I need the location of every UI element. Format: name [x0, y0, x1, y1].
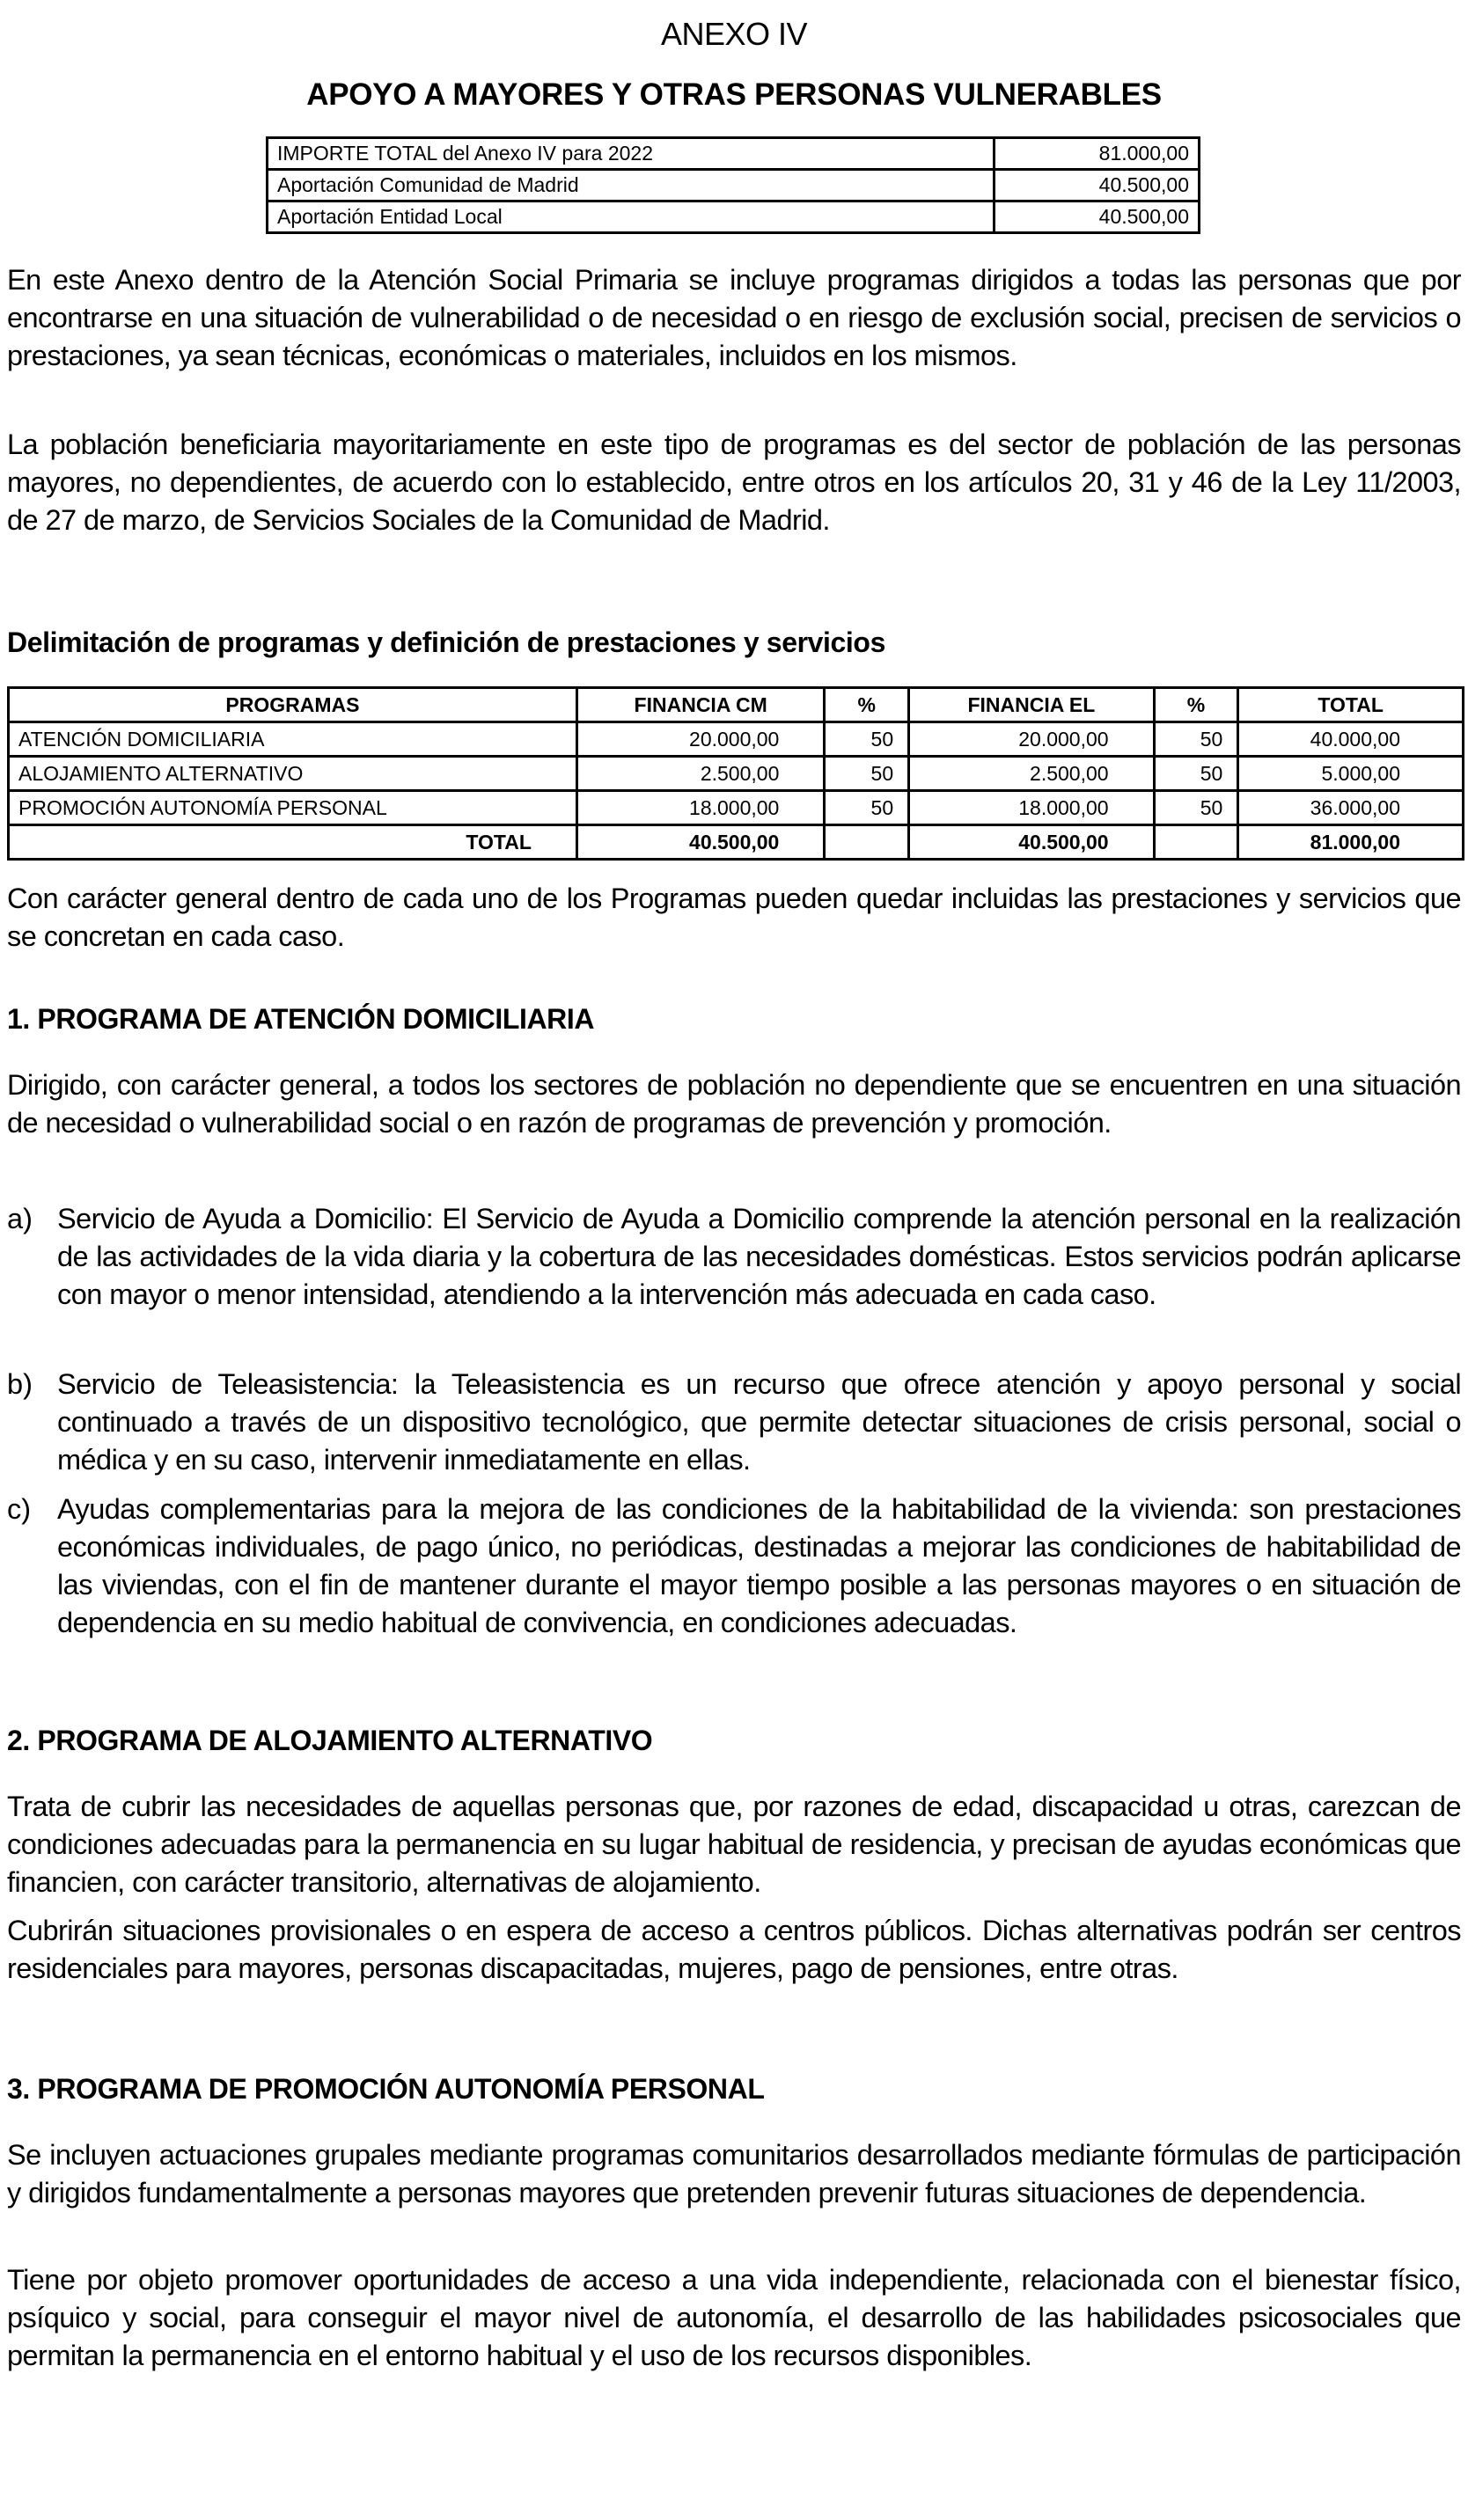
- pct-cm-cell: 50: [825, 722, 909, 757]
- programa-cell: ALOJAMIENTO ALTERNATIVO: [9, 757, 577, 791]
- intro-paragraph-1: En este Anexo dentro de la Atención Social Primaria se incluye programas dirigidos a todas las personas que por encontrarse en una situación de vulnerabilidad o de necesidad o en riesgo de exclusión social, precisen de servicios o prestaciones, ya sean técnicas, económicas o materiales, incluidos en los mismos.: [7, 264, 1461, 371]
- section-3-heading: 3. PROGRAMA DE PROMOCIÓN AUTONOMÍA PERSONAL: [7, 2073, 765, 2105]
- col-header-pct-cm: %: [825, 688, 909, 722]
- annex-title: ANEXO IV: [660, 16, 808, 52]
- delimitation-heading: Delimitación de programas y definición de prestaciones y servicios: [7, 626, 885, 658]
- pct-cm-cell: 50: [825, 757, 909, 791]
- pct-el-total: [1154, 825, 1238, 860]
- list-item-text: Servicio de Teleasistencia: la Teleasistencia es un recurso que ofrece atención y apoyo personal y social continuado a través de un dispositivo tecnológico, que permite detectar situaciones de crisis personal, social o médica y en su caso, intervenir inmediatamente en ellas.: [57, 1368, 1461, 1476]
- total-label: TOTAL: [9, 825, 577, 860]
- section-2-paragraph-1: Trata de cubrir las necesidades de aquellas personas que, por razones de edad, discapacidad u otras, carezcan de condiciones adecuadas para la permanencia en su lugar habitual de residencia, y precisan de ayudas económicas que financien, con carácter transitorio, alternativas de alojamiento.: [7, 1791, 1461, 1898]
- col-header-total: TOTAL: [1238, 688, 1464, 722]
- total-cell: 5.000,00: [1238, 757, 1464, 791]
- col-header-pct-el: %: [1154, 688, 1238, 722]
- financia-el-total: 40.500,00: [909, 825, 1154, 860]
- section-1-heading: 1. PROGRAMA DE ATENCIÓN DOMICILIARIA: [7, 1003, 595, 1035]
- list-item-text: Servicio de Ayuda a Domicilio: El Servicio de Ayuda a Domicilio comprende la atención personal en la realización de las actividades de la vida diaria y la cobertura de las necesidades domésticas. Estos servicios podrán aplicarse con mayor o menor intensidad, atendiendo a la intervención más adecuada en cada caso.: [57, 1203, 1461, 1310]
- summary-amount: 81.000,00: [995, 138, 1200, 170]
- programs-table: [7, 686, 1464, 861]
- summary-amount: 40.500,00: [995, 170, 1200, 201]
- list-item-a: [7, 1200, 1461, 1314]
- table-row: [268, 138, 1200, 170]
- summary-amount: 40.500,00: [995, 201, 1200, 233]
- grand-total: 81.000,00: [1238, 825, 1464, 860]
- list-item-b: [7, 1366, 1461, 1479]
- delimitation-note: Con carácter general dentro de cada uno de los Programas pueden quedar incluidas las prestaciones y servicios que se concretan en cada caso.: [7, 883, 1461, 952]
- financia-cm-cell: 20.000,00: [576, 722, 824, 757]
- programa-cell: PROMOCIÓN AUTONOMÍA PERSONAL: [9, 791, 577, 825]
- table-total-row: [9, 825, 1464, 860]
- section-1-intro: Dirigido, con carácter general, a todos los sectores de población no dependiente que se encuentren en una situación de necesidad o vulnerabilidad social o en razón de programas de prevención y promoción.: [7, 1069, 1461, 1139]
- total-cell: 40.000,00: [1238, 722, 1464, 757]
- programa-cell: ATENCIÓN DOMICILIARIA: [9, 722, 577, 757]
- list-marker: b): [7, 1368, 33, 1400]
- financia-cm-cell: 2.500,00: [576, 757, 824, 791]
- annex-subtitle: APOYO A MAYORES Y OTRAS PERSONAS VULNERABLES: [306, 77, 1162, 112]
- summary-label: Aportación Comunidad de Madrid: [268, 170, 995, 201]
- section-3-paragraph-2: Tiene por objeto promover oportunidades de acceso a una vida independiente, relacionada con el bienestar físico, psíquico y social, para conseguir el mayor nivel de autonomía, el desarrollo de las habilidades psicosociales que permitan la permanencia en el entorno habitual y el uso de los recursos disponibles.: [7, 2264, 1461, 2371]
- pct-el-cell: 50: [1154, 757, 1238, 791]
- summary-table: [266, 136, 1200, 234]
- list-marker: c): [7, 1493, 32, 1525]
- financia-el-cell: 18.000,00: [909, 791, 1154, 825]
- financia-el-cell: 20.000,00: [909, 722, 1154, 757]
- table-row: [9, 757, 1464, 791]
- section-2-heading: 2. PROGRAMA DE ALOJAMIENTO ALTERNATIVO: [7, 1725, 653, 1756]
- list-item-c: [7, 1491, 1461, 1642]
- col-header-financia-el: FINANCIA EL: [909, 688, 1154, 722]
- section-3-paragraph-1: Se incluyen actuaciones grupales mediante programas comunitarios desarrollados mediante fórmulas de participación y dirigidos fundamentalmente a personas mayores que pretenden prevenir futuras situaciones de dependencia.: [7, 2139, 1461, 2209]
- pct-el-cell: 50: [1154, 722, 1238, 757]
- table-row: [268, 170, 1200, 201]
- list-marker: a): [7, 1203, 33, 1234]
- intro-paragraph-2: La población beneficiaria mayoritariamente en este tipo de programas es del sector de población de las personas mayores, no dependientes, de acuerdo con lo establecido, entre otros en los artículos 20, 31 y 46 de la Ley 11/2003, de 27 de marzo, de Servicios Sociales de la Comunidad de Madrid.: [7, 429, 1461, 536]
- financia-cm-total: 40.500,00: [576, 825, 824, 860]
- table-header-row: [9, 688, 1464, 722]
- financia-el-cell: 2.500,00: [909, 757, 1154, 791]
- table-row: [9, 791, 1464, 825]
- section-2-paragraph-2: Cubrirán situaciones provisionales o en espera de acceso a centros públicos. Dichas alternativas podrán ser centros residenciales para mayores, personas discapacitadas, mujeres, pago de pensiones, entre otras.: [7, 1915, 1461, 1984]
- total-cell: 36.000,00: [1238, 791, 1464, 825]
- table-row: [9, 722, 1464, 757]
- financia-cm-cell: 18.000,00: [576, 791, 824, 825]
- list-item-text: Ayudas complementarias para la mejora de las condiciones de la habitabilidad de la vivienda: son prestaciones económicas individuales, de pago único, no periódicas, destinadas a mejorar las condiciones de habitabilidad de las viviendas, con el fin de mantener durante el mayor tiempo posible a las personas mayores o en situación de dependencia en su medio habitual de convivencia, en condiciones adecuadas.: [57, 1493, 1461, 1638]
- table-row: [268, 201, 1200, 233]
- summary-label: IMPORTE TOTAL del Anexo IV para 2022: [268, 138, 995, 170]
- col-header-programas: PROGRAMAS: [9, 688, 577, 722]
- pct-cm-cell: 50: [825, 791, 909, 825]
- pct-el-cell: 50: [1154, 791, 1238, 825]
- pct-cm-total: [825, 825, 909, 860]
- summary-label: Aportación Entidad Local: [268, 201, 995, 233]
- col-header-financia-cm: FINANCIA CM: [576, 688, 824, 722]
